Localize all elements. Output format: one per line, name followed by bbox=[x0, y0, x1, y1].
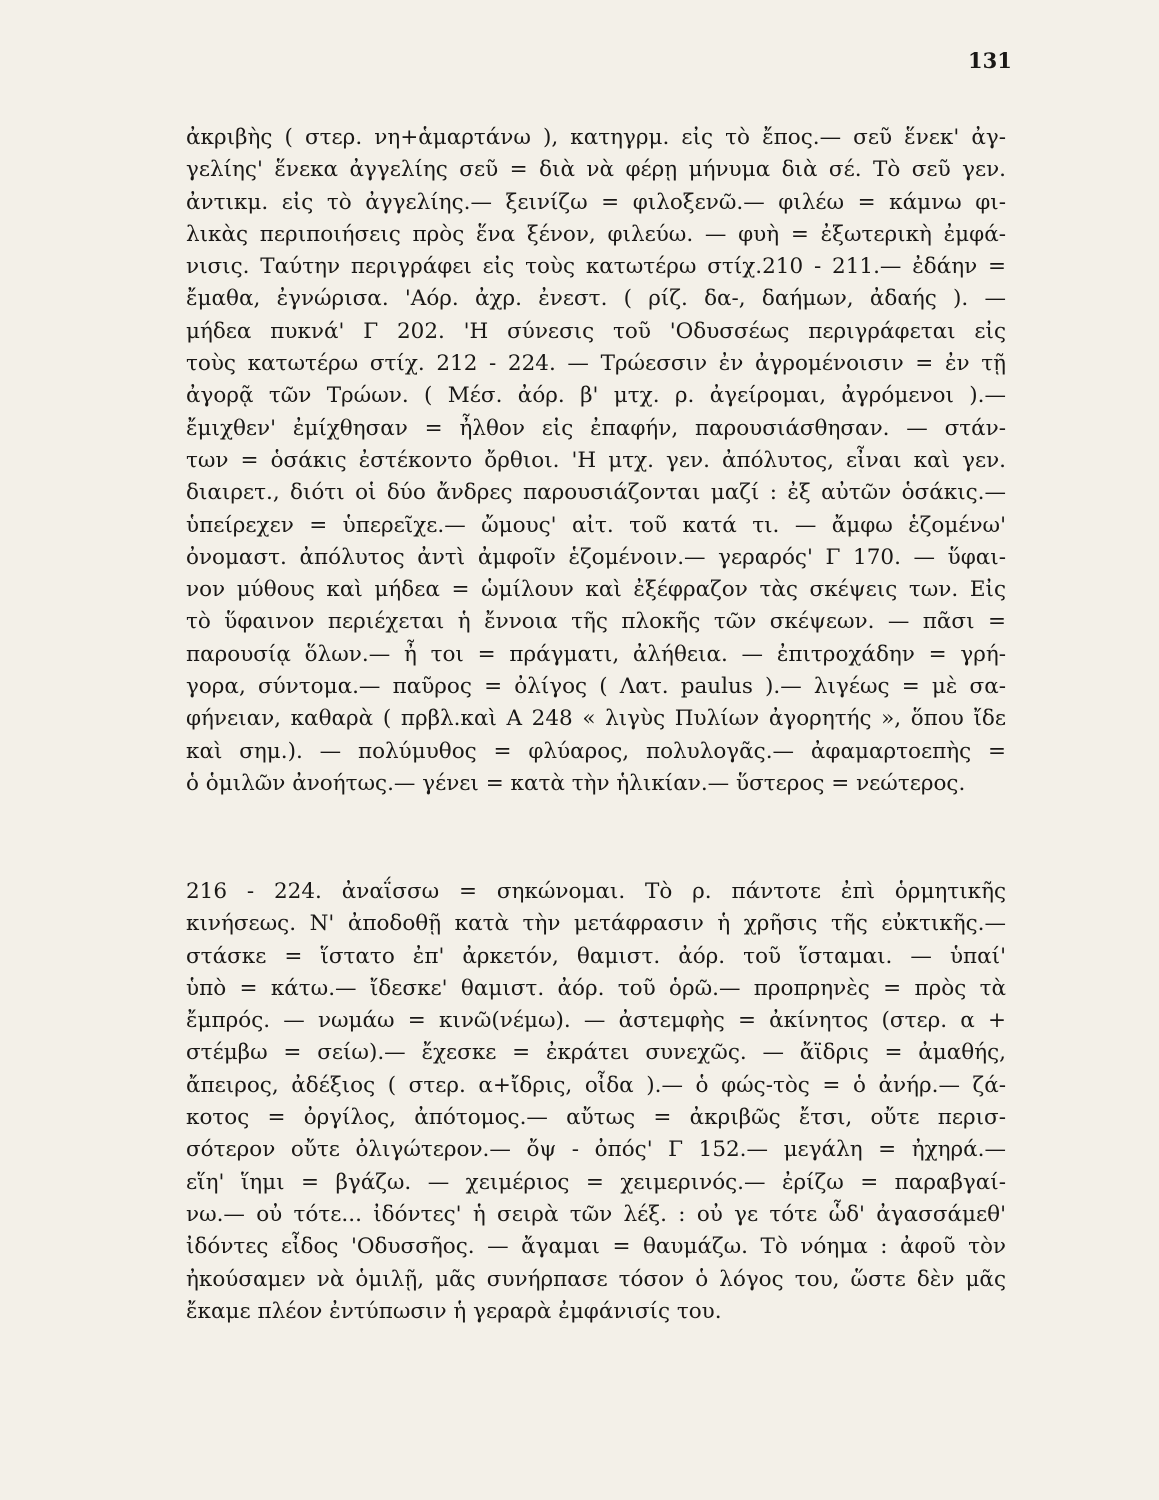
text-line: γελίης' ἕνεκα ἀγγελίης σεῦ = διὰ νὰ φέρῃ μήνυμα διὰ σέ. Τὸ σεῦ γεν. bbox=[186, 157, 1006, 183]
text-line: στάσκε = ἵστατο ἐπ' ἀρκετόν, θαμιστ. ἀόρ. τοῦ ἵσταμαι. — ὑπαί' bbox=[186, 943, 1006, 969]
text-line: λικὰς περιποιήσεις πρὸς ἕνα ξένον, φιλεύω. — φυὴ = ἐξωτερικὴ ἐμφά- bbox=[186, 221, 1006, 247]
text-line: ἀκριβὴς ( στερ. νη+ἁμαρτάνω ), κατηγρμ. εἰς τὸ ἔπος.— σεῦ ἕνεκ' ἀγ- bbox=[186, 125, 1006, 150]
text-line: σότερον οὔτε ὀλιγώτερον.— ὄψ - ὀπός' Γ 152.— μεγάλη = ἠχηρά.— bbox=[186, 1137, 1006, 1163]
text-line: μήδεα πυκνά' Γ 202. 'Η σύνεσις τοῦ 'Οδυσσέως περιγράφεται εἰς bbox=[186, 318, 1006, 344]
text-line: νισις. Ταύτην περιγράφει εἰς τοὺς κατωτέρω στίχ.210 - 211.— ἐδάην = bbox=[186, 254, 1006, 280]
text-line: ἄπειρος, ἀδέξιος ( στερ. α+ἴδρις, οἶδα ).— ὁ φώς-τὸς = ὁ ἀνήρ.— ζά- bbox=[186, 1072, 1006, 1098]
text-line: ἔμαθα, ἐγνώρισα. 'Αόρ. ἀχρ. ἐνεστ. ( ρίζ. δα-, δαήμων, ἀδαής ). — bbox=[186, 286, 1006, 312]
text-line: ὁ ὁμιλῶν ἀνοήτως.— γένει = κατὰ τὴν ἡλικίαν.— ὕστερος = νεώτερος. bbox=[186, 770, 966, 796]
text-line: ἀγορᾷ τῶν Τρώων. ( Μέσ. ἀόρ. β' μτχ. ρ. ἀγείρομαι, ἀγρόμενοι ).— bbox=[186, 383, 1006, 409]
text-line: κινήσεως. Ν' ἀποδοθῇ κατὰ τὴν μετάφρασιν ἡ χρῆσις τῆς εὐκτικῆς.— bbox=[186, 911, 1006, 937]
text-line: ἔκαμε πλέον ἐντύπωσιν ἡ γεραρὰ ἐμφάνισίς του. bbox=[186, 1298, 722, 1324]
text-line: ὑπὸ = κάτω.— ἴδεσκε' θαμιστ. ἀόρ. τοῦ ὁρῶ.— προπρηνὲς = πρὸς τὰ bbox=[186, 975, 1006, 1001]
text-line: νω.— οὐ τότε... ἰδόντες' ἡ σειρὰ τῶν λέξ. : οὐ γε τότε ὧδ' ἀγασσάμεθ' bbox=[186, 1201, 1006, 1227]
text-line: ἔμπρός. — νωμάω = κινῶ(νέμω). — ἀστεμφὴς = ἀκίνητος (στερ. α + bbox=[186, 1008, 1006, 1034]
text-line: φήνειαν, καθαρὰ ( πρβλ.καὶ Α 248 « λιγὺς Πυλίων ἀγορητής », ὅπου ἴδε bbox=[186, 706, 1006, 732]
text-line: ἔμιχθεν' ἐμίχθησαν = ἦλθον εἰς ἐπαφήν, παρουσιάσθησαν. — στάν- bbox=[186, 415, 1006, 441]
text-line: των = ὁσάκις ἐστέκοντο ὄρθιοι. 'Η μτχ. γεν. ἀπόλυτος, εἶναι καὶ γεν. bbox=[186, 447, 1006, 473]
commentary-paragraph-2 bbox=[186, 876, 1006, 1328]
text-line: τοὺς κατωτέρω στίχ. 212 - 224. — Τρώεσσιν ἐν ἀγρομένοισιν = ἐν τῇ bbox=[186, 351, 1006, 377]
text-line: ἰδόντες εἶδος 'Οδυσσῆος. — ἄγαμαι = θαυμάζω. Τὸ νόημα : ἀφοῦ τὸν bbox=[186, 1234, 1006, 1260]
text-line: γορα, σύντομα.— παῦρος = ὀλίγος ( Λατ. paulus ).— λιγέως = μὲ σα- bbox=[186, 674, 1006, 700]
text-line: τὸ ὕφαινον περιέχεται ἡ ἔννοια τῆς πλοκῆς τῶν σκέψεων. — πᾶσι = bbox=[186, 609, 1006, 635]
text-line: στέμβω = σείω).— ἔχεσκε = ἐκράτει συνεχῶς. — ἄϊδρις = ἀμαθής, bbox=[186, 1040, 1006, 1066]
commentary-paragraph-1 bbox=[186, 122, 1006, 800]
text-line: νον μύθους καὶ μήδεα = ὡμίλουν καὶ ἐξέφραζον τὰς σκέψεις των. Εἰς bbox=[186, 577, 1006, 603]
text-line: ὑπείρεχεν = ὑπερεῖχε.— ὤμους' αἰτ. τοῦ κατά τι. — ἄμφω ἑζομένω' bbox=[186, 512, 1006, 538]
text-line: παρουσίᾳ ὅλων.— ἦ τοι = πράγματι, ἀλήθεια. — ἐπιτροχάδην = γρή- bbox=[186, 641, 1006, 667]
text-line: κοτος = ὀργίλος, ἀπότομος.— αὔτως = ἀκριβῶς ἔτσι, οὔτε περισ- bbox=[186, 1105, 1006, 1131]
text-line: 216 - 224. ἀναΐσσω = σηκώνομαι. Τὸ ρ. πάντοτε ἐπὶ ὁρμητικῆς bbox=[186, 879, 1006, 904]
page-number: 131 bbox=[968, 48, 1012, 73]
text-line: ὀνομαστ. ἀπόλυτος ἀντὶ ἀμφοῖν ἑζομένοιν.— γεραρός' Γ 170. — ὕφαι- bbox=[186, 544, 1006, 570]
text-line: καὶ σημ.). — πολύμυθος = φλύαρος, πολυλογᾶς.— ἀφαμαρτοεπὴς = bbox=[186, 738, 1006, 764]
text-line: ἀντικμ. εἰς τὸ ἀγγελίης.— ξεινίζω = φιλοξενῶ.— φιλέω = κάμνω φι- bbox=[186, 189, 1006, 215]
text-line: ἠκούσαμεν νὰ ὁμιλῇ, μᾶς συνήρπασε τόσον ὁ λόγος του, ὥστε δὲν μᾶς bbox=[186, 1266, 1006, 1292]
text-line: εἵη' ἵημι = βγάζω. — χειμέριος = χειμερινός.— ἐρίζω = παραβγαί- bbox=[186, 1169, 1006, 1195]
text-line: διαιρετ., διότι οἱ δύο ἄνδρες παρουσιάζονται μαζί : ἐξ αὐτῶν ὁσάκις.— bbox=[186, 480, 1006, 506]
